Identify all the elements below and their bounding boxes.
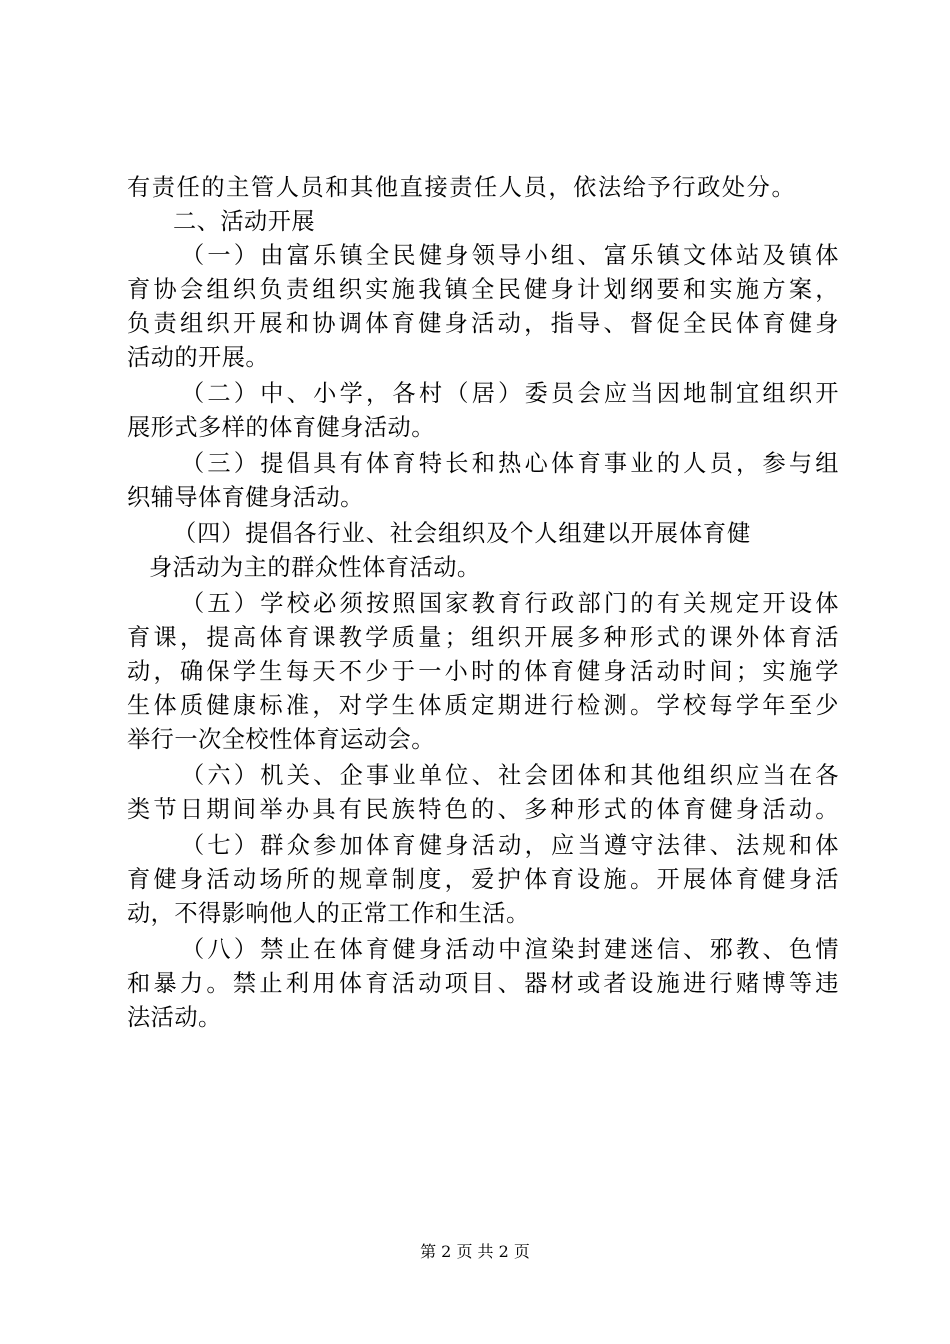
page-number-footer: 第 2 页 共 2 页 bbox=[420, 1242, 530, 1261]
text-line: （五）学校必须按照国家教育行政部门的有关规定开设体 bbox=[181, 590, 839, 617]
text-line: 身活动为主的群众性体育活动。 bbox=[149, 554, 481, 581]
text-line: 活动的开展。 bbox=[127, 344, 270, 371]
text-line: （四）提倡各行业、社会组织及个人组建以开展体育健 bbox=[173, 520, 752, 547]
text-line: 动，不得影响他人的正常工作和生活。 bbox=[127, 900, 530, 927]
text-line: 展形式多样的体育健身活动。 bbox=[127, 414, 435, 441]
text-line: 举行一次全校性体育运动会。 bbox=[127, 726, 435, 753]
text-line: 育协会组织负责组织实施我镇全民健身计划纲要和实施方案， bbox=[127, 276, 839, 303]
text-line: （八）禁止在体育健身活动中渲染封建迷信、邪教、色情 bbox=[181, 936, 839, 963]
text-line: 育课，提高体育课教学质量；组织开展多种形式的课外体育活 bbox=[127, 624, 839, 651]
text-line: 有责任的主管人员和其他直接责任人员，依法给予行政处分。 bbox=[127, 174, 797, 201]
section-heading: 二、活动开展 bbox=[173, 208, 316, 235]
text-line: 动，确保学生每天不少于一小时的体育健身活动时间；实施学 bbox=[127, 658, 839, 685]
text-line: 生体质健康标准，对学生体质定期进行检测。学校每学年至少 bbox=[127, 692, 839, 719]
text-line: 类节日期间举办具有民族特色的、多种形式的体育健身活动。 bbox=[127, 796, 839, 823]
text-line: 负责组织开展和协调体育健身活动，指导、督促全民体育健身 bbox=[127, 310, 839, 337]
document-body bbox=[127, 171, 839, 1035]
text-line: 和暴力。禁止利用体育活动项目、器材或者设施进行赌博等违 bbox=[127, 970, 839, 997]
text-line: 织辅导体育健身活动。 bbox=[127, 484, 364, 511]
text-line: （二）中、小学，各村（居）委员会应当因地制宜组织开 bbox=[181, 380, 839, 407]
text-line: （一）由富乐镇全民健身领导小组、富乐镇文体站及镇体 bbox=[181, 242, 839, 269]
text-line: （七）群众参加体育健身活动，应当遵守法律、法规和体 bbox=[181, 832, 839, 859]
text-line: （三）提倡具有体育特长和热心体育事业的人员，参与组 bbox=[181, 450, 839, 477]
text-line: （六）机关、企事业单位、社会团体和其他组织应当在各 bbox=[181, 762, 839, 789]
text-line: 育健身活动场所的规章制度，爱护体育设施。开展体育健身活 bbox=[127, 866, 839, 893]
text-line: 法活动。 bbox=[127, 1004, 222, 1031]
